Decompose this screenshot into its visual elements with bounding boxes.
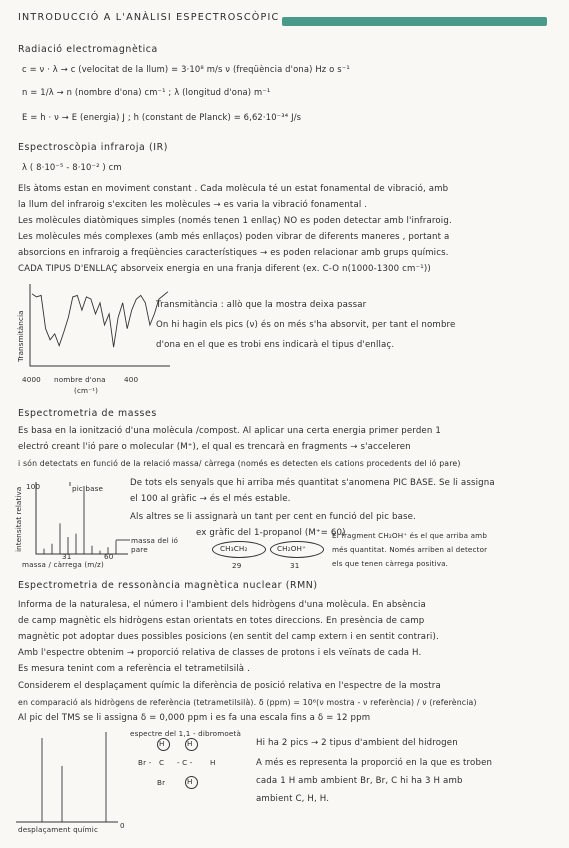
ir-spectrum-line [32,292,168,348]
rmn-x-zero: 0 [120,821,125,830]
mol-carbon-1: C [159,758,165,767]
ms-desc-line-1: De tots els senyals que hi arriba més quantitat s'anomena PIC BASE. Se li assigna [130,478,495,488]
ir-x-unit: (cm⁻¹) [74,386,99,395]
mol-carbon-2: - C - [177,758,193,767]
mol-h-2: H [187,739,193,748]
rmn-text-line-3: magnètic pot adoptar dues possibles posicions (en sentit del camp extern i en sentit contrari). [18,632,439,642]
rmn-pic-desc-3: cada 1 H amb ambient Br, Br, C hi ha 3 H amb [256,776,463,786]
ir-graph-ylabel: Transmitància [16,310,25,362]
mol-br-1: Br - [138,758,152,767]
ir-desc-line-3: d'ona en el que es trobi ens indicarà el tipus d'enllaç. [156,340,395,350]
mol-h-1: H [159,739,165,748]
mol-h-3: H [187,777,193,786]
section-heading-ir: Espectroscòpia infraroja (IR) [18,142,168,153]
rmn-pic-desc-1: Hi ha 2 pics → 2 tipus d'ambient del hidrogen [256,738,458,748]
equation-wavenumber: n = 1/λ → n (nombre d'ona) cm⁻¹ ; λ (longitud d'ona) m⁻¹ [22,87,271,97]
ir-x-left: 4000 [22,375,41,384]
section-heading-radiation: Radiació electromagnètica [18,44,158,55]
rmn-text-line-7: en comparació als hidrògens de referència (tetrametilsilà). δ (ppm) = 10⁶(ν mostra - ν referència) / ν (referència) [18,698,477,707]
fragment-2-label: CH₂OH⁺ [277,544,307,553]
mol-h-4: H [210,758,216,767]
fragment-1-mass: 29 [232,561,242,570]
rmn-text-line-8: Al pic del TMS se li assigna δ = 0,000 ppm i es fa una escala fins a δ = 12 ppm [18,713,371,723]
rmn-text-line-4: Amb l'espectre obtenim → proporció relativa de classes de protons i els veïnats de cada H. [18,648,422,658]
ms-parent-label: massa del ió pare [131,536,179,554]
fragment-2-mass: 31 [290,561,300,570]
ms-text-line-1: Es basa en la ionització d'una molècula /compost. Al aplicar una certa energia primer perden 1 [18,426,441,436]
ms-frag-desc-2: més quantitat. Només arriben al detector [332,545,488,554]
ir-x-label: nombre d'ona [54,375,106,384]
rmn-text-line-5: Es mesura tenint com a referència el tetrametilsilà . [18,664,250,674]
ir-desc-line-2: On hi hagin els pics (ν) és on més s'ha absorvit, per tant el nombre [156,320,456,330]
ir-text-line-4: Les molècules més complexes (amb més enllaços) poden vibrar de diferents maneres , portant a [18,232,450,242]
ms-desc-line-3: Als altres se li assignarà un tant per cent en funció del pic base. [130,512,416,522]
ir-text-line-6: CADA TIPUS D'ENLLAÇ absorveix energia en una franja diferent (ex. C-O n(1000-1300 cm⁻¹)) [18,264,431,274]
fragment-1-label: CH₃CH₂ [220,544,248,553]
rmn-pic-desc-2: A més es representa la proporció en la que es troben [256,758,493,768]
ms-frag-desc-1: El fragment CH₂OH⁺ és el que arriba amb [332,531,488,540]
ms-x-tick-31: 31 [62,552,72,561]
title-highlight-bar [282,17,547,26]
ms-text-line-2: electró creant l'ió pare o molecular (M⁺), el qual es trencarà en fragments → s'acceleren [18,442,411,452]
ir-text-line-2: la llum del infraroig s'exciten les molècules → es varia la vibració fonamental . [18,200,368,210]
ms-peaks [44,486,116,554]
rmn-text-line-2: de camp magnètic els hidrògens estan orientats en totes direccions. En presència de camp [18,616,425,626]
ir-text-line-1: Els àtoms estan en moviment constant . Cada molècula té un estat fonamental de vibració, amb [18,184,449,194]
ms-frag-desc-3: els que tenen càrrega positiva. [332,559,449,568]
ir-text-line-3: Les molècules diatòmiques simples (només tenen 1 enllaç) NO es poden detectar amb l'infraroig. [18,216,452,226]
equation-speed: c = ν · λ → c (velocitat de la llum) = 3·10⁸ m/s ν (freqüència d'ona) Hz o s⁻¹ [22,64,350,74]
ir-desc-line-1: Transmitància : allò que la mostra deixa passar [156,300,367,310]
section-heading-ms: Espectrometria de masses [18,408,157,419]
rmn-example-label: espectre del 1,1 - dibromoetà [130,729,241,738]
mol-br-2: Br [157,778,166,787]
ms-x-label: massa / càrrega (m/z) [22,560,104,569]
rmn-x-label: desplaçament químic [18,825,99,834]
ms-graph-ylabel: intensitat relativa [14,486,23,552]
rmn-text-line-1: Informa de la naturalesa, el número i l'ambient dels hidrògens d'una molècula. En absència [18,600,426,610]
ms-x-tick-60: 60 [104,552,114,561]
rmn-spectrum-graph [14,728,124,828]
ms-desc-line-2: el 100 al gràfic → és el més estable. [130,494,291,504]
ms-desc-line-4: ex gràfic del 1-propanol (M⁺= 60) [196,528,346,538]
rmn-text-line-6: Considerem el desplaçament químic la diferència de posició relativa en l'espectre de la mostra [18,681,441,691]
ms-text-line-3: i són detectats en funció de la relació massa/ càrrega (només es detecten els cations procedents del ió pare) [18,459,461,468]
ir-range: λ ( 8·10⁻⁵ - 8·10⁻² ) cm [22,162,122,172]
ms-y-top: 100 [26,482,41,491]
ir-x-right: 400 [124,375,139,384]
ir-graph-axes [30,284,170,366]
ir-text-line-5: absorcions en infraroig a freqüències característiques → es poden relacionar amb grups químics. [18,248,449,258]
rmn-pic-desc-4: ambient C, H, H. [256,794,330,804]
equation-energy: E = h · ν → E (energia) J ; h (constant de Planck) = 6,62·10⁻³⁴ J/s [22,112,302,122]
page-title: INTRODUCCIÓ A L'ANÀLISI ESPECTROSCÒPIC [18,12,280,23]
section-heading-rmn: Espectrometria de ressonància magnètica nuclear (RMN) [18,580,318,591]
ms-base-peak-label: pic base [72,484,104,493]
